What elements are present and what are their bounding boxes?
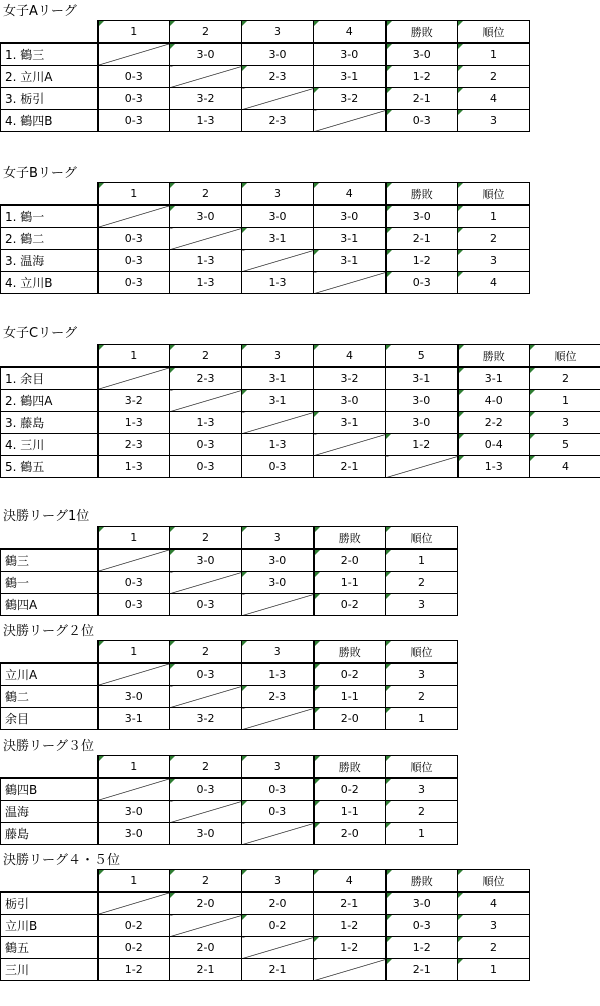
match-score: 0-3 [98,272,170,294]
table-header-row [1,183,530,206]
rank-header: 順位 [386,641,458,664]
match-score: 1-3 [98,412,170,434]
self-match-cell [242,250,314,272]
match-score: 1-3 [242,663,314,686]
column-header: 2 [170,641,242,664]
match-score: 0-3 [98,66,170,88]
match-score: 1-2 [314,915,386,937]
match-score: 0-3 [98,250,170,272]
corner-cell [1,756,98,779]
table-header-row [1,641,458,664]
wins-losses: 2-0 [314,549,386,572]
match-score: 0-3 [98,110,170,132]
match-score: 2-1 [314,456,386,478]
team-name: 3. 温海 [1,250,98,272]
table-row [1,937,530,959]
league-table [0,869,530,981]
self-match-cell [386,456,458,478]
self-match-cell [242,88,314,110]
wins-losses: 2-2 [458,412,530,434]
rank: 3 [458,250,530,272]
self-match-cell [170,572,242,594]
wins-losses: 2-1 [386,228,458,250]
table-row [1,708,458,730]
self-match-cell [170,66,242,88]
section-title: 決勝リーグ３位 [3,739,95,754]
column-header: 3 [242,21,314,44]
match-score: 1-3 [170,110,242,132]
match-score: 3-0 [98,686,170,708]
self-match-cell [314,434,386,456]
table-row [1,572,458,594]
rank: 2 [530,367,600,390]
match-score: 3-0 [314,43,386,66]
table-row [1,250,530,272]
match-score: 0-3 [170,594,242,616]
column-header: 2 [170,756,242,779]
match-score: 1-3 [242,272,314,294]
match-score: 0-2 [242,915,314,937]
team-name: 1. 余目 [1,367,98,390]
wins-losses: 1-2 [386,250,458,272]
match-score: 0-3 [242,778,314,801]
wins-losses: 4-0 [458,390,530,412]
match-score: 2-3 [170,367,242,390]
column-header: 1 [98,641,170,664]
corner-cell [1,870,98,893]
team-name: 3. 藤島 [1,412,98,434]
rank: 4 [530,456,600,478]
match-score: 3-1 [242,228,314,250]
match-score: 0-3 [170,778,242,801]
team-name: 余目 [1,708,98,730]
match-score: 2-0 [170,892,242,915]
match-score: 0-2 [98,915,170,937]
team-name: 5. 鶴五 [1,456,98,478]
table-row [1,801,458,823]
column-header: 3 [242,641,314,664]
team-name: 鶴一 [1,572,98,594]
match-score: 2-3 [242,686,314,708]
match-score: 1-2 [314,937,386,959]
table-row [1,456,600,478]
match-score: 3-0 [242,205,314,228]
rank-header: 順位 [530,345,600,368]
table-row [1,594,458,616]
table-row [1,43,530,66]
team-name: 3. 栃引 [1,88,98,110]
section-title: 決勝リーグ２位 [3,624,95,639]
match-score: 2-1 [170,959,242,981]
match-score: 3-2 [314,88,386,110]
rank: 1 [386,823,458,845]
self-match-cell [98,205,170,228]
league-table [0,640,458,730]
column-header: 2 [170,870,242,893]
team-name: 立川A [1,663,98,686]
match-score: 0-3 [170,456,242,478]
section-title: 女子Bリーグ [3,166,77,181]
wins-losses: 1-3 [458,456,530,478]
rank: 2 [458,937,530,959]
league-table [0,20,530,132]
match-score: 3-0 [98,823,170,845]
column-header: 2 [170,345,242,368]
team-name: 4. 三川 [1,434,98,456]
team-name: 立川B [1,915,98,937]
column-header: 1 [98,527,170,550]
self-match-cell [242,823,314,845]
wins-losses: 3-1 [458,367,530,390]
column-header: 4 [314,21,386,44]
self-match-cell [170,915,242,937]
table-row [1,959,530,981]
wins-losses: 1-2 [386,66,458,88]
wins-losses-header: 勝敗 [314,641,386,664]
rank-header: 順位 [458,21,530,44]
match-score: 1-3 [98,456,170,478]
match-score: 0-3 [98,572,170,594]
column-header: 1 [98,756,170,779]
team-name: 2. 立川A [1,66,98,88]
rank: 3 [530,412,600,434]
self-match-cell [170,686,242,708]
match-score: 3-0 [170,43,242,66]
column-header: 3 [242,527,314,550]
wins-losses: 2-0 [314,708,386,730]
match-score: 0-3 [242,456,314,478]
rank: 3 [386,594,458,616]
rank: 2 [458,228,530,250]
wins-losses-header: 勝敗 [314,756,386,779]
self-match-cell [98,549,170,572]
match-score: 0-3 [98,594,170,616]
wins-losses: 2-1 [386,88,458,110]
rank: 4 [458,892,530,915]
wins-losses-header: 勝敗 [386,870,458,893]
table-row [1,367,600,390]
match-score: 3-0 [98,801,170,823]
table-row [1,823,458,845]
wins-losses: 0-3 [386,915,458,937]
team-name: 藤島 [1,823,98,845]
corner-cell [1,641,98,664]
wins-losses: 2-0 [314,823,386,845]
match-score: 0-3 [98,228,170,250]
wins-losses: 0-2 [314,663,386,686]
wins-losses: 1-1 [314,686,386,708]
rank: 3 [386,663,458,686]
match-score: 1-2 [386,434,458,456]
team-name: 4. 立川B [1,272,98,294]
match-score: 2-3 [242,66,314,88]
rank: 4 [458,88,530,110]
section-title: 女子Cリーグ [3,326,78,341]
match-score: 3-2 [314,367,386,390]
wins-losses: 0-2 [314,594,386,616]
wins-losses-header: 勝敗 [386,183,458,206]
team-name: 温海 [1,801,98,823]
table-header-row [1,345,600,368]
rank: 3 [386,778,458,801]
rank: 1 [530,390,600,412]
wins-losses: 3-0 [386,43,458,66]
wins-losses: 1-2 [386,937,458,959]
rank: 1 [386,549,458,572]
match-score: 3-2 [98,390,170,412]
match-score: 3-2 [170,708,242,730]
section-title: 女子Aリーグ [3,4,77,19]
wins-losses: 0-3 [386,110,458,132]
table-row [1,390,600,412]
team-name: 2. 鶴二 [1,228,98,250]
match-score: 3-0 [386,390,458,412]
self-match-cell [98,778,170,801]
wins-losses-header: 勝敗 [386,21,458,44]
rank: 5 [530,434,600,456]
table-header-row [1,527,458,550]
table-row [1,549,458,572]
corner-cell [1,527,98,550]
team-name: 栃引 [1,892,98,915]
rank: 4 [458,272,530,294]
match-score: 3-0 [242,43,314,66]
table-row [1,110,530,132]
match-score: 3-1 [314,412,386,434]
match-score: 2-1 [242,959,314,981]
wins-losses: 1-1 [314,572,386,594]
match-score: 3-1 [314,228,386,250]
match-score: 2-0 [242,892,314,915]
team-name: 2. 鶴四A [1,390,98,412]
wins-losses: 1-1 [314,801,386,823]
rank: 2 [386,572,458,594]
match-score: 3-1 [314,66,386,88]
column-header: 1 [98,345,170,368]
column-header: 2 [170,183,242,206]
wins-losses: 0-2 [314,778,386,801]
table-row [1,434,600,456]
team-name: 鶴五 [1,937,98,959]
self-match-cell [242,708,314,730]
table-header-row [1,756,458,779]
self-match-cell [98,892,170,915]
table-row [1,915,530,937]
rank-header: 順位 [458,183,530,206]
wins-losses-header: 勝敗 [458,345,530,368]
section-title: 決勝リーグ４・５位 [3,853,121,868]
match-score: 0-3 [170,663,242,686]
self-match-cell [242,412,314,434]
team-name: 1. 鶴三 [1,43,98,66]
match-score: 0-3 [170,434,242,456]
team-name: 鶴四B [1,778,98,801]
match-score: 2-0 [170,937,242,959]
self-match-cell [98,663,170,686]
column-header: 2 [170,527,242,550]
table-header-row [1,21,530,44]
match-score: 3-0 [314,205,386,228]
rank-header: 順位 [386,756,458,779]
match-score: 2-3 [98,434,170,456]
table-row [1,88,530,110]
table-row [1,686,458,708]
rank: 1 [458,959,530,981]
rank: 2 [386,801,458,823]
column-header: 2 [170,21,242,44]
team-name: 鶴二 [1,686,98,708]
match-score: 3-0 [170,823,242,845]
wins-losses: 2-1 [386,959,458,981]
rank: 3 [458,110,530,132]
team-name: 三川 [1,959,98,981]
table-row [1,663,458,686]
match-score: 3-1 [242,390,314,412]
column-header: 4 [314,183,386,206]
match-score: 3-0 [314,390,386,412]
match-score: 1-3 [170,250,242,272]
self-match-cell [98,367,170,390]
self-match-cell [170,390,242,412]
table-row [1,272,530,294]
table-header-row [1,870,530,893]
match-score: 3-0 [242,549,314,572]
rank: 1 [458,43,530,66]
self-match-cell [98,43,170,66]
match-score: 3-0 [386,412,458,434]
league-table [0,755,458,845]
self-match-cell [170,228,242,250]
league-table [0,344,600,478]
match-score: 1-3 [170,412,242,434]
match-score: 2-1 [314,892,386,915]
wins-losses-header: 勝敗 [314,527,386,550]
team-name: 鶴四A [1,594,98,616]
column-header: 3 [242,345,314,368]
table-row [1,412,600,434]
match-score: 1-3 [170,272,242,294]
match-score: 2-3 [242,110,314,132]
match-score: 3-1 [386,367,458,390]
self-match-cell [314,110,386,132]
wins-losses: 0-4 [458,434,530,456]
column-header: 4 [314,345,386,368]
rank-header: 順位 [458,870,530,893]
self-match-cell [314,272,386,294]
table-row [1,205,530,228]
self-match-cell [314,959,386,981]
team-name: 鶴三 [1,549,98,572]
corner-cell [1,345,98,368]
match-score: 3-2 [170,88,242,110]
self-match-cell [242,937,314,959]
match-score: 3-0 [242,572,314,594]
league-table [0,182,530,294]
match-score: 3-0 [170,205,242,228]
match-score: 3-0 [170,549,242,572]
match-score: 3-1 [314,250,386,272]
match-score: 1-2 [98,959,170,981]
column-header: 1 [98,183,170,206]
column-header: 3 [242,756,314,779]
rank: 1 [458,205,530,228]
rank: 2 [386,686,458,708]
corner-cell [1,183,98,206]
column-header: 3 [242,870,314,893]
match-score: 1-3 [242,434,314,456]
column-header: 1 [98,21,170,44]
rank-header: 順位 [386,527,458,550]
rank: 1 [386,708,458,730]
table-row [1,778,458,801]
match-score: 3-1 [98,708,170,730]
match-score: 0-3 [242,801,314,823]
league-table [0,526,458,616]
table-row [1,66,530,88]
match-score: 0-2 [98,937,170,959]
wins-losses: 3-0 [386,892,458,915]
column-header: 4 [314,870,386,893]
rank: 2 [458,66,530,88]
wins-losses: 0-3 [386,272,458,294]
corner-cell [1,21,98,44]
match-score: 3-1 [242,367,314,390]
self-match-cell [170,801,242,823]
table-row [1,228,530,250]
section-title: 決勝リーグ1位 [3,509,90,524]
column-header: 1 [98,870,170,893]
self-match-cell [242,594,314,616]
column-header: 3 [242,183,314,206]
rank: 3 [458,915,530,937]
team-name: 1. 鶴一 [1,205,98,228]
column-header: 5 [386,345,458,368]
table-row [1,892,530,915]
match-score: 0-3 [98,88,170,110]
wins-losses: 3-0 [386,205,458,228]
team-name: 4. 鶴四B [1,110,98,132]
